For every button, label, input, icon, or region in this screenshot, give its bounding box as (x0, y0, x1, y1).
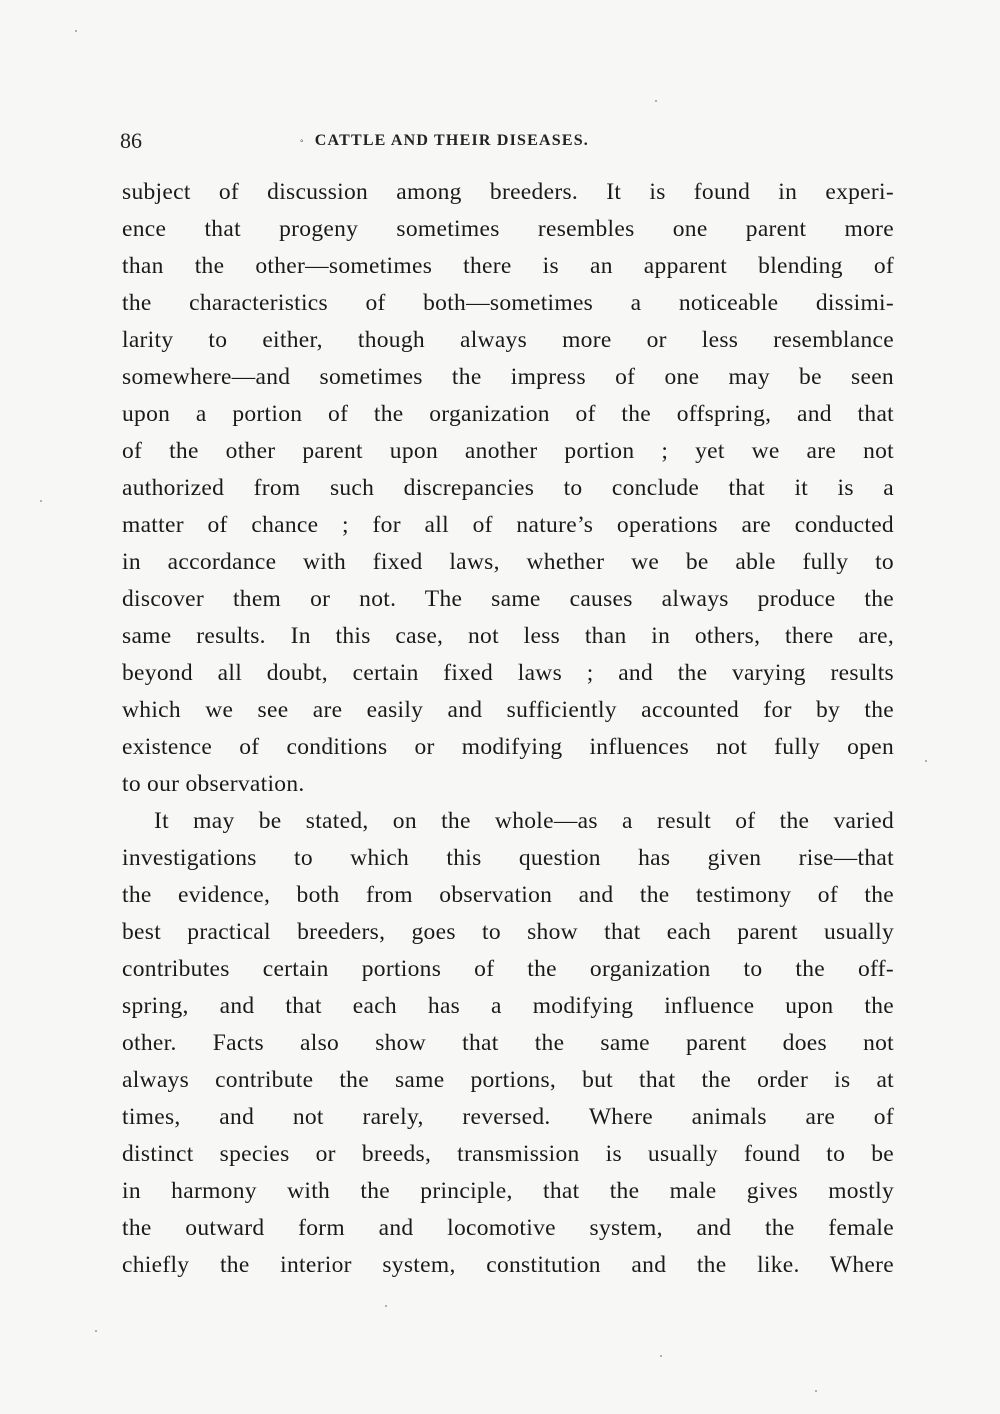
scan-speck (660, 1355, 662, 1357)
text-line: It may be stated, on the whole—as a result of the varied (154, 808, 894, 834)
scan-speck (655, 100, 657, 102)
text-line: the characteristics of both—sometimes a noticeable dissimi- (122, 290, 894, 316)
text-line: to our observation. (122, 771, 305, 797)
text-line: in harmony with the principle, that the male gives mostly (122, 1178, 894, 1204)
body-text (122, 174, 894, 1284)
text-line: other. Facts also show that the same parent does not (122, 1030, 894, 1056)
text-line: which we see are easily and sufficiently accounted for by the (122, 697, 894, 723)
text-line: somewhere—and sometimes the impress of one may be seen (122, 364, 894, 390)
scan-speck (40, 500, 42, 502)
text-line: distinct species or breeds, transmission is usually found to be (122, 1141, 894, 1167)
text-line: the outward form and locomotive system, and the female (122, 1215, 894, 1241)
text-line: ence that progeny sometimes resembles one parent more (122, 216, 894, 242)
scan-speck (925, 760, 927, 762)
text-line: times, and not rarely, reversed. Where animals are of (122, 1104, 894, 1130)
text-line: chiefly the interior system, constitution and the like. Where (122, 1252, 894, 1278)
text-line: investigations to which this question has given rise—that (122, 845, 894, 871)
scan-speck (815, 1390, 817, 1392)
text-line: discover them or not. The same causes always produce the (122, 586, 894, 612)
running-title (300, 132, 589, 150)
text-line: than the other—sometimes there is an apparent blending of (122, 253, 894, 279)
text-line: upon a portion of the organization of the offspring, and that (122, 401, 894, 427)
running-title-text: CATTLE AND THEIR DISEASES. (314, 132, 589, 149)
scan-speck (385, 1305, 387, 1307)
ornament-dot-icon: ◦ (300, 135, 305, 147)
text-line: subject of discussion among breeders. It is found in experi- (122, 179, 894, 205)
running-head (120, 128, 895, 158)
text-line: same results. In this case, not less than in others, there are, (122, 623, 894, 649)
text-line: in accordance with fixed laws, whether we be able fully to (122, 549, 894, 575)
text-line: matter of chance ; for all of nature’s operations are conducted (122, 512, 894, 538)
page-number: 86 (120, 128, 142, 153)
text-line: larity to either, though always more or less resemblance (122, 327, 894, 353)
text-line: authorized from such discrepancies to conclude that it is a (122, 475, 894, 501)
scan-speck (75, 30, 77, 32)
text-line: best practical breeders, goes to show that each parent usually (122, 919, 894, 945)
scan-speck (95, 1330, 97, 1332)
text-line: contributes certain portions of the organization to the off- (122, 956, 894, 982)
text-line: beyond all doubt, certain fixed laws ; and the varying results (122, 660, 894, 686)
text-line: existence of conditions or modifying influences not fully open (122, 734, 894, 760)
text-line: spring, and that each has a modifying influence upon the (122, 993, 894, 1019)
text-line: always contribute the same portions, but that the order is at (122, 1067, 894, 1093)
text-line: of the other parent upon another portion ; yet we are not (122, 438, 894, 464)
text-line: the evidence, both from observation and the testimony of the (122, 882, 894, 908)
